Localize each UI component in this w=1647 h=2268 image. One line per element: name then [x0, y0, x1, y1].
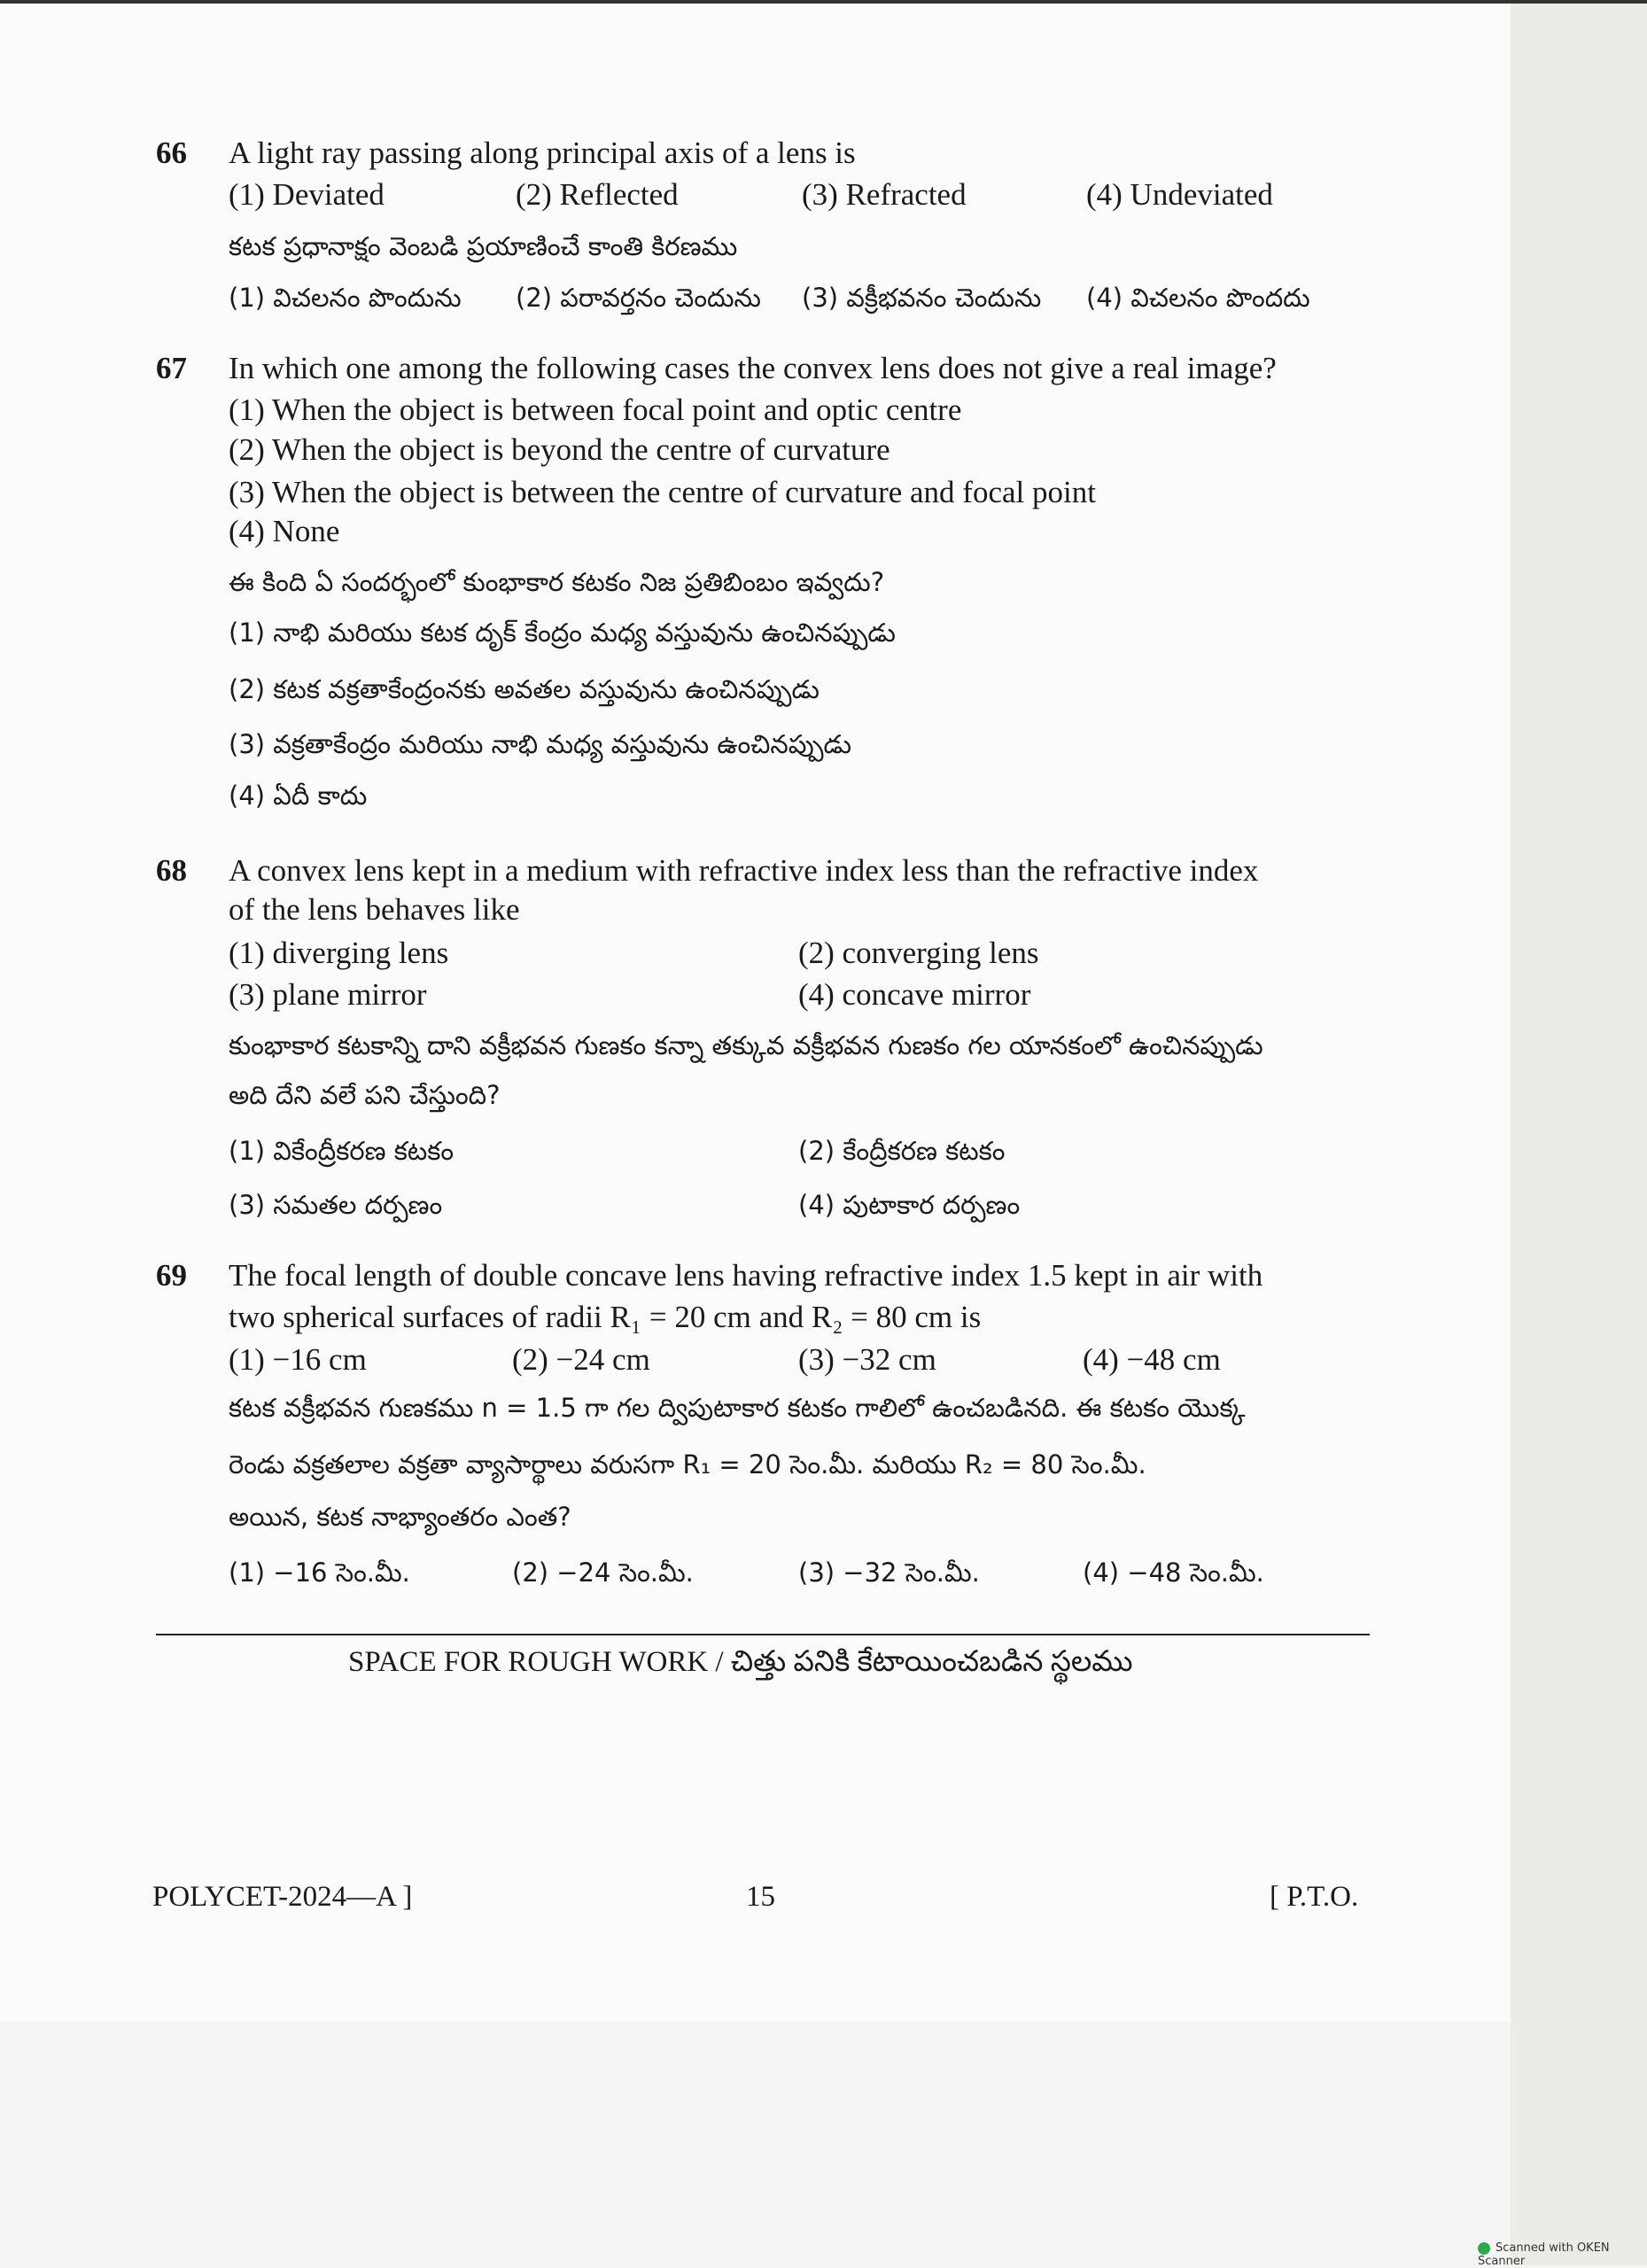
option-telugu: (2) −24 సెం.మీ.	[512, 1557, 694, 1588]
option: (1) diverging lens	[229, 936, 449, 970]
option: (2) converging lens	[798, 936, 1039, 970]
option: (1) −16 cm	[229, 1342, 367, 1377]
question-text: of the lens behaves like	[229, 892, 520, 927]
watermark-text: Scanned with OKEN Scanner	[1478, 2241, 1610, 2268]
option: (4) −48 cm	[1083, 1342, 1221, 1377]
scanner-logo-icon	[1478, 2242, 1490, 2255]
option: (3) plane mirror	[229, 977, 427, 1012]
footer-exam-code: POLYCET-2024—A ]	[152, 1881, 413, 1913]
option-telugu: (1) విచలనం పొందును	[229, 283, 462, 313]
option-telugu: (4) విచలనం పొందదు	[1086, 283, 1310, 313]
question-text: A light ray passing along principal axis of a lens is	[229, 136, 856, 170]
option: (3) When the object is between the centre of curvature and focal point	[229, 475, 1096, 509]
option: (2) Reflected	[516, 177, 679, 212]
option: (3) −32 cm	[798, 1342, 936, 1377]
option-telugu: (2) కటక వక్రతాకేంద్రంనకు అవతల వస్తువును ఉంచినప్పుడు	[229, 674, 820, 704]
scanner-watermark	[1478, 2241, 1647, 2268]
question-text-telugu: అది దేని వలే పని చేస్తుంది?	[229, 1080, 501, 1110]
option-telugu: (2) కేంద్రీకరణ కటకం	[798, 1136, 1006, 1166]
question-text: A convex lens kept in a medium with refractive index less than the refractive index	[229, 853, 1259, 888]
option: (3) Refracted	[802, 177, 967, 212]
page-number: 15	[746, 1881, 775, 1913]
footer-pto: [ P.T.O.	[1270, 1881, 1359, 1913]
option-telugu: (3) వక్రీభవనం చెందును	[802, 283, 1042, 313]
option: (4) concave mirror	[798, 977, 1031, 1012]
option: (1) When the object is between focal point and optic centre	[229, 392, 962, 427]
option: (4) Undeviated	[1086, 177, 1273, 212]
divider	[156, 1634, 1370, 1635]
question-text-telugu: కటక ప్రధానాక్షం వెంబడి ప్రయాణించే కాంతి కిరణము	[229, 231, 738, 261]
question-text-telugu: ఈ కింది ఏ సందర్భంలో కుంభాకార కటకం నిజ ప్రతిబింబం ఇవ్వదు?	[229, 567, 885, 597]
question-number: 67	[156, 351, 187, 385]
option-telugu: (1) −16 సెం.మీ.	[229, 1557, 410, 1588]
question-number: 68	[156, 853, 187, 888]
option: (2) When the object is beyond the centre of curvature	[229, 432, 890, 467]
question-text-telugu: కటక వక్రీభవన గుణకము n = 1.5 గా గల ద్విపుటాకార కటకం గాలిలో ఉంచబడినది. ఈ కటకం యొక్క	[229, 1393, 1246, 1423]
option-telugu: (3) సమతల దర్పణం	[229, 1190, 443, 1220]
question-number: 66	[156, 136, 187, 170]
option-telugu: (1) వికేంద్రీకరణ కటకం	[229, 1136, 454, 1166]
option: (1) Deviated	[229, 177, 385, 212]
option-telugu: (4) పుటాకార దర్పణం	[798, 1190, 1021, 1220]
scan-edge	[0, 0, 1647, 4]
option-telugu: (1) నాభి మరియు కటక దృక్ కేంద్రం మధ్య వస్తువును ఉంచినప్పుడు	[229, 617, 896, 648]
option: (2) −24 cm	[512, 1342, 650, 1377]
question-text-telugu: కుంభాకార కటకాన్ని దాని వక్రీభవన గుణకం కన్నా తక్కువ వక్రీభవన గుణకం గల యానకంలో ఉంచినప్పుడు	[229, 1030, 1263, 1060]
question-text: two spherical surfaces of radii R₁ = 20 cm and R₂ = 80 cm is	[229, 1300, 982, 1334]
question-text-telugu: రెండు వక్రతలాల వక్రతా వ్యాసార్థాలు వరుసగా R₁ = 20 సెం.మీ. మరియు R₂ = 80 సెం.మీ.	[229, 1449, 1146, 1480]
option: (4) None	[229, 514, 340, 548]
option-telugu: (2) పరావర్తనం చెందును	[516, 283, 761, 313]
question-number: 69	[156, 1258, 187, 1293]
option-telugu: (4) −48 సెం.మీ.	[1083, 1557, 1264, 1588]
option-telugu: (3) −32 సెం.మీ.	[798, 1557, 980, 1588]
rough-work-label: SPACE FOR ROUGH WORK / చిత్తు పనికి కేటాయించబడిన స్థలము	[348, 1646, 1133, 1678]
scan-background	[1511, 0, 1647, 2265]
option-telugu: (3) వక్రతాకేంద్రం మరియు నాభి మధ్య వస్తువును ఉంచినప్పుడు	[229, 729, 851, 759]
question-text: The focal length of double concave lens having refractive index 1.5 kept in air with	[229, 1258, 1263, 1293]
option-telugu: (4) ఏదీ కాదు	[229, 781, 368, 811]
question-text-telugu: అయిన, కటక నాభ్యాంతరం ఎంత?	[229, 1502, 571, 1532]
question-text: In which one among the following cases the convex lens does not give a real image?	[229, 351, 1277, 385]
